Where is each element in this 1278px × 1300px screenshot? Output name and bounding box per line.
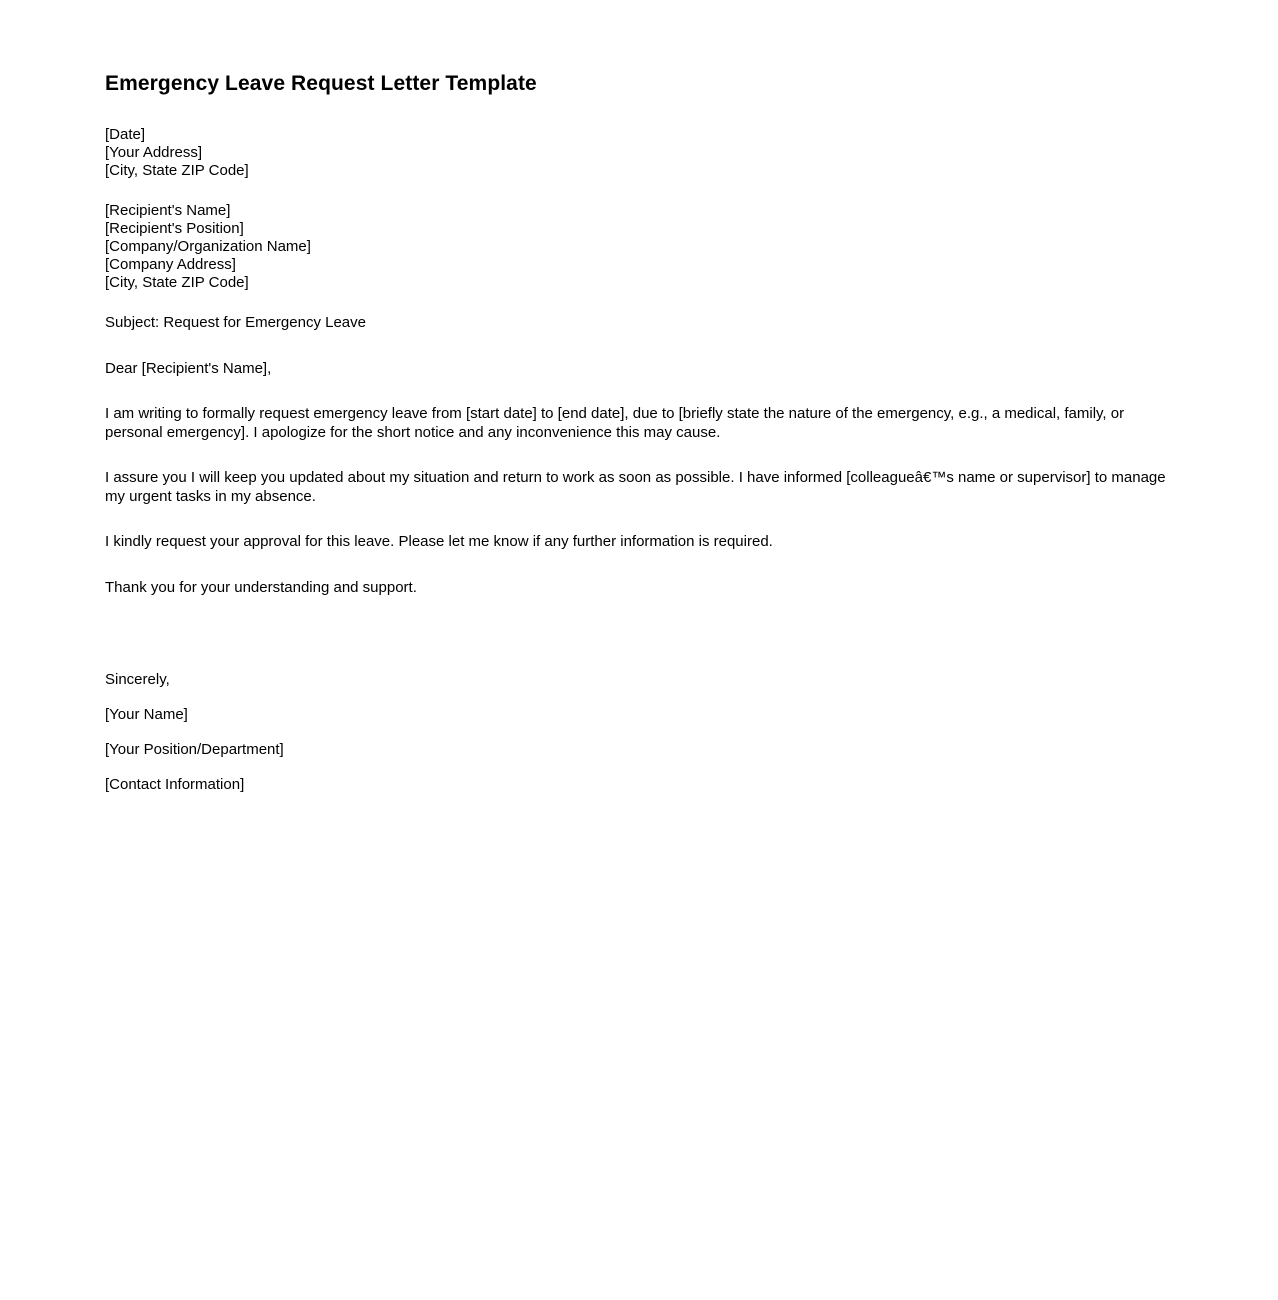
recipient-address-block	[105, 202, 1165, 293]
closing-signer-position: [Your Position/Department]	[105, 741, 284, 758]
recipient-address-line: [City, State ZIP Code]	[105, 274, 249, 292]
blank-spacer	[105, 625, 1173, 671]
body-paragraph-1: I am writing to formally request emergency leave from [start date] to [end date], due to [briefly state the nature of the emergency, e.g., a medical, family, or personal emergency]. I apologize for the short notice and any inconvenience this may cause.	[105, 405, 1125, 441]
subject-line: Subject: Request for Emergency Leave	[105, 313, 366, 331]
recipient-address-line: [Company/Organization Name]	[105, 238, 311, 256]
recipient-address-line: [Company Address]	[105, 256, 236, 274]
sender-address-block	[105, 126, 1165, 181]
recipient-address-line: [Recipient's Name]	[105, 201, 231, 219]
body-paragraph-3: I kindly request your approval for this leave. Please let me know if any further information is required.	[105, 533, 773, 551]
recipient-address-line: [Recipient's Position]	[105, 219, 244, 237]
closing-signer-name: [Your Name]	[105, 705, 188, 723]
closing-valediction: Sincerely,	[105, 670, 170, 688]
body-paragraph-4: Thank you for your understanding and support.	[105, 579, 417, 596]
sender-address-line: [City, State ZIP Code]	[105, 162, 249, 180]
salutation-line: Dear [Recipient's Name],	[105, 359, 272, 377]
sender-address-line: [Date]	[105, 126, 146, 143]
sender-address-line: [Your Address]	[105, 144, 203, 162]
page-title: Emergency Leave Request Letter Template	[105, 72, 537, 95]
closing-contact-information: [Contact Information]	[105, 776, 245, 794]
body-paragraph-2: I assure you I will keep you updated about my situation and return to work as soon as possible. I have informed [colleagueâ€™s name or supervisor] to manage my urgent tasks in my absence.	[105, 469, 1166, 505]
